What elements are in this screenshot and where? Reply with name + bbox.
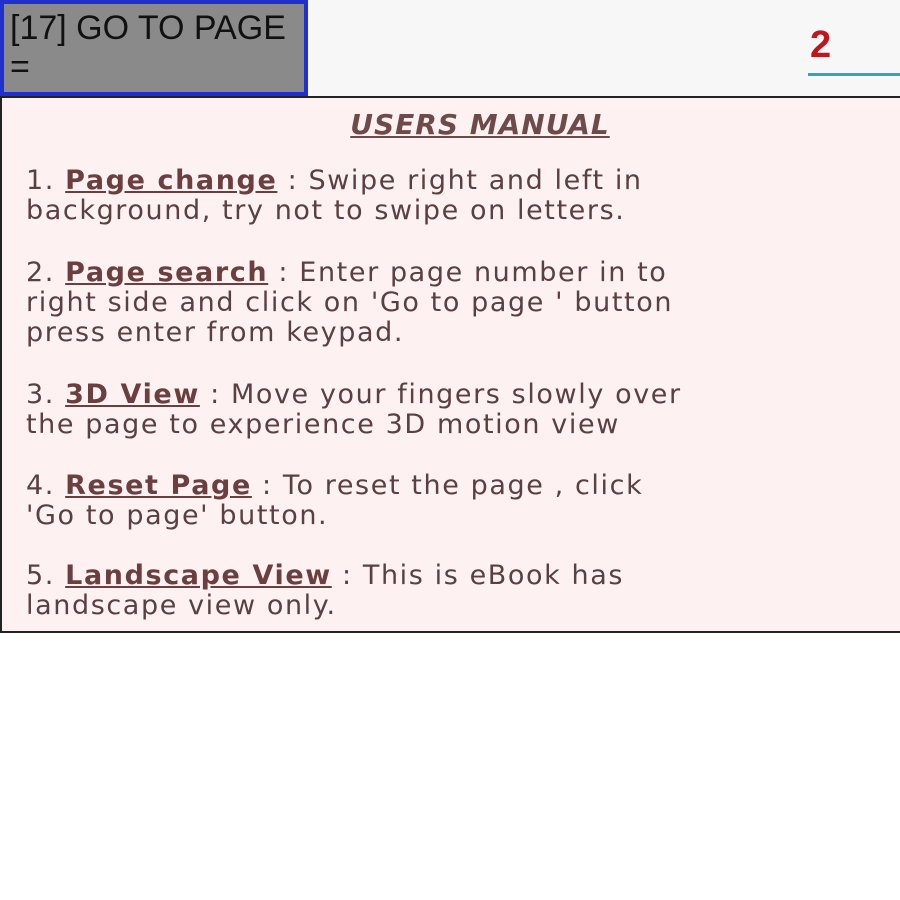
manual-item-line (26, 471, 900, 501)
go-to-page-button[interactable] (0, 0, 308, 96)
item-number: 4. (26, 470, 55, 501)
manual-title: USERS MANUAL (350, 108, 610, 141)
item-number: 5. (26, 560, 55, 591)
manual-item-page-search (26, 258, 900, 348)
ebook-page[interactable] (0, 96, 900, 633)
item-text: right side and click on 'Go to page ' button (26, 287, 674, 318)
item-term: Reset Page (65, 470, 252, 501)
manual-item-line (26, 561, 900, 591)
item-number: 2. (26, 257, 55, 288)
go-to-page-label: [17] GO TO PAGE = (10, 9, 286, 86)
item-text: background, try not to swipe on letters. (26, 195, 626, 226)
item-text: press enter from keypad. (26, 317, 405, 348)
manual-item-line (26, 258, 900, 288)
item-text: : To reset the page , click (251, 470, 644, 501)
item-term: Page change (65, 165, 278, 196)
item-number: 1. (26, 165, 55, 196)
manual-item-reset-page (26, 471, 900, 531)
item-term: 3D View (65, 379, 200, 410)
item-text: : This is eBook has (331, 560, 625, 591)
item-text: : Swipe right and left in (277, 165, 643, 196)
item-number: 3. (26, 379, 55, 410)
item-text: : Enter page number in to (268, 257, 668, 288)
manual-item-3d-view (26, 380, 900, 440)
manual-item-landscape-view (26, 561, 900, 621)
top-toolbar (0, 0, 900, 96)
item-text: 'Go to page' button. (26, 500, 329, 531)
item-term: Page search (65, 257, 269, 288)
page-number-input[interactable] (808, 18, 900, 76)
item-text: : Move your fingers slowly over (199, 379, 682, 410)
manual-item-page-change (26, 166, 900, 226)
manual-item-line (26, 380, 900, 410)
item-text: the page to experience 3D motion view (26, 409, 620, 440)
item-text: landscape view only. (26, 590, 337, 621)
manual-item-line (26, 166, 900, 196)
item-term: Landscape View (65, 560, 332, 591)
